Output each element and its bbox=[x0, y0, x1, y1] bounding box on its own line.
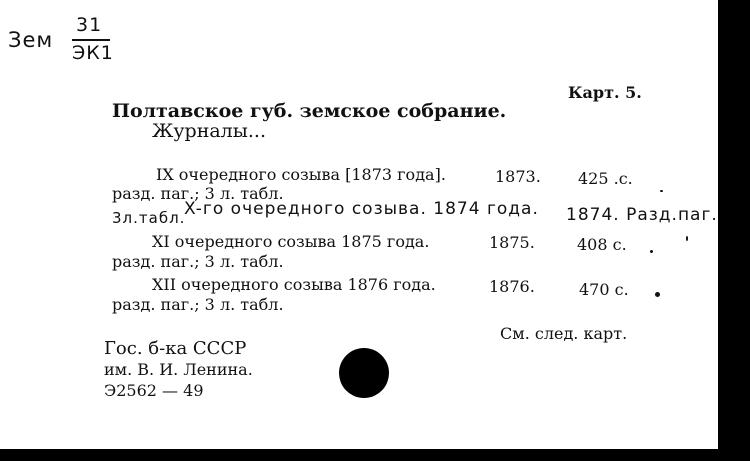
entry-xi-line-2: разд. паг.; 3 л. табл. bbox=[112, 252, 284, 271]
punch-hole bbox=[339, 348, 389, 398]
library-line-2: им. В. И. Ленина. bbox=[104, 360, 253, 379]
entry-ix-line-2: разд. паг.; 3 л. табл. bbox=[112, 184, 284, 203]
entry-ix-year: 1873. bbox=[495, 167, 541, 186]
entry-xii-pages: 470 с. bbox=[579, 280, 629, 299]
ink-mark bbox=[655, 292, 660, 297]
shelfmark-denominator: ЭК1 bbox=[72, 42, 114, 64]
handwritten-entry-tables: 3л.табл. bbox=[112, 209, 186, 227]
entry-xii-line-1: XII очередного созыва 1876 года. bbox=[152, 275, 436, 294]
see-next-card: См. след. карт. bbox=[500, 324, 628, 343]
shelfmark-prefix: Зем bbox=[8, 28, 54, 52]
entry-xii-year: 1876. bbox=[489, 277, 535, 296]
title-line-1: Полтавское губ. земское собрание. bbox=[112, 100, 507, 122]
ink-mark bbox=[650, 250, 653, 253]
entry-xii-line-2: разд. паг.; 3 л. табл. bbox=[112, 295, 284, 314]
shelfmark-fraction-line bbox=[72, 39, 110, 41]
ink-mark bbox=[660, 190, 663, 192]
card-number: Карт. 5. bbox=[568, 83, 642, 102]
title-line-2: Журналы... bbox=[152, 120, 266, 142]
handwritten-entry-main: X-го очередного созыва. 1874 года. bbox=[184, 199, 539, 219]
library-line-3: Э2562 — 49 bbox=[104, 381, 204, 400]
shelfmark-numerator: 31 bbox=[76, 14, 103, 36]
ink-mark bbox=[686, 236, 688, 241]
entry-ix-pages: 425 .с. bbox=[578, 169, 633, 188]
library-line-1: Гос. б-ка СССР bbox=[104, 338, 247, 359]
entry-xi-line-1: XI очередного созыва 1875 года. bbox=[152, 232, 430, 251]
entry-ix-line-1: IX очередного созыва [1873 года]. bbox=[156, 165, 446, 184]
entry-xi-year: 1875. bbox=[489, 233, 535, 252]
handwritten-entry-year-pages: 1874. Разд.паг. bbox=[566, 205, 718, 225]
entry-xi-pages: 408 с. bbox=[577, 235, 627, 254]
